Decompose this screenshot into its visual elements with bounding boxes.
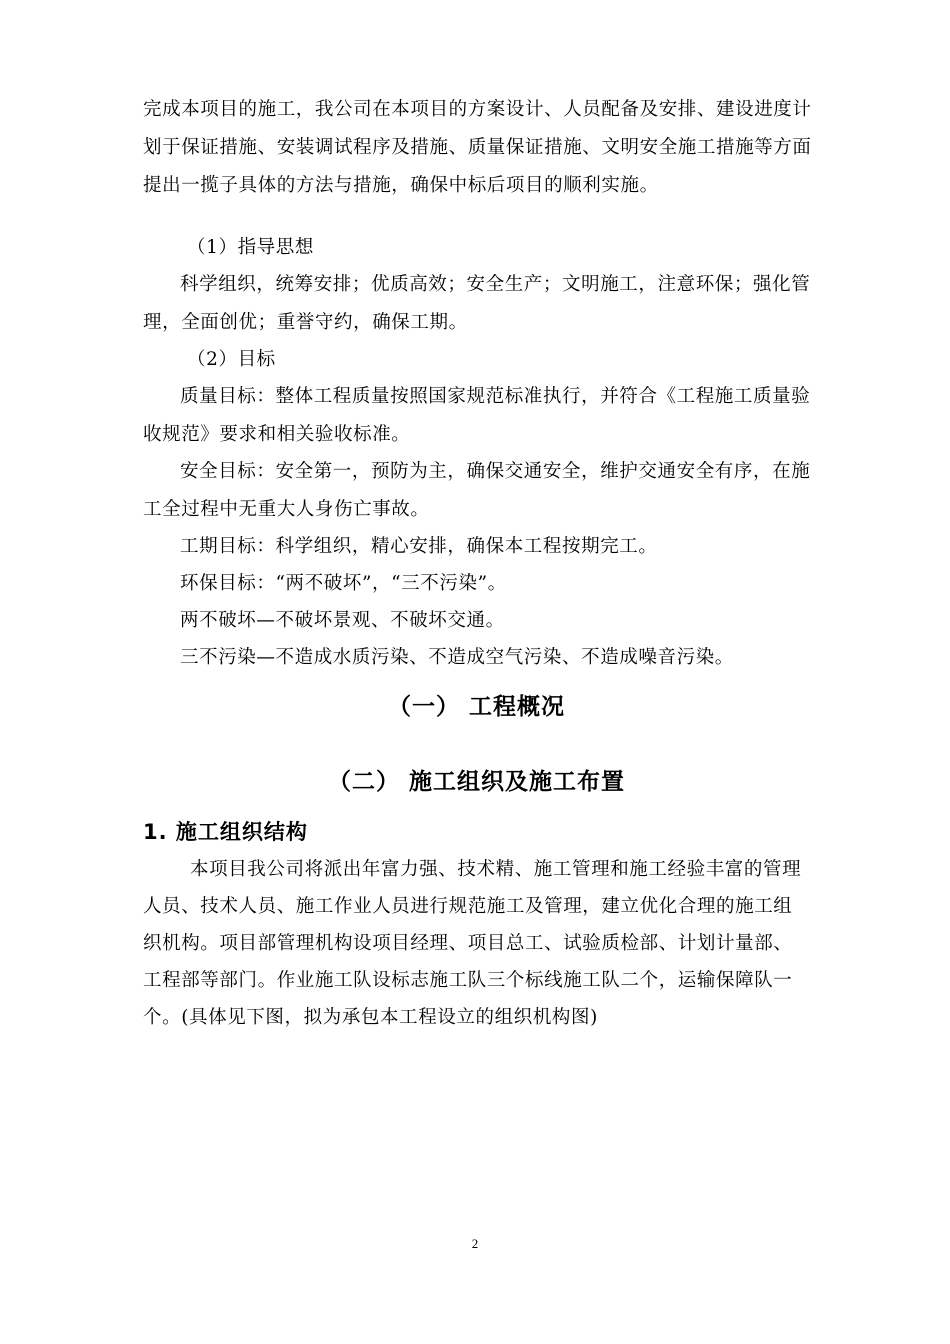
intro-line-3: 提出一揽子具体的方法与措施，确保中标后项目的顺利实施。 — [143, 175, 659, 196]
structure-line-3: 织机构。项目部管理机构设项目经理、项目总工、试验质检部、计划计量部、 — [143, 933, 793, 954]
quality-goal-line-1: 质量目标：整体工程质量按照国家规范标准执行，并符合《工程施工质量验 — [180, 386, 811, 407]
intro-line-2: 划于保证措施、安装调试程序及措施、质量保证措施、文明安全施工措施等方面 — [143, 137, 812, 158]
schedule-goal: 工期目标：科学组织，精心安排，确保本工程按期完工。 — [180, 536, 658, 557]
environment-goal: 环保目标：“两不破坏”，“三不污染”。 — [180, 573, 507, 594]
page-number: 2 — [471, 1236, 479, 1251]
intro-line-1: 完成本项目的施工，我公司在本项目的方案设计、人员配备及安排、建设进度计 — [143, 99, 812, 120]
structure-line-5: 个。(具体见下图，拟为承包本工程设立的组织机构图) — [143, 1007, 598, 1028]
safety-goal-line-2: 工全过程中无重大人身伤亡事故。 — [143, 499, 430, 520]
guiding-line-2: 理，全面创优；重誉守约，确保工期。 — [143, 312, 468, 333]
section-title-organization: （二） 施工组织及施工布置 — [328, 769, 626, 795]
quality-goal-line-2: 收规范》要求和相关验收标准。 — [143, 424, 411, 445]
guiding-line-1: 科学组织，统筹安排；优质高效；安全生产；文明施工，注意环保；强化管 — [180, 274, 811, 295]
subsection-title-structure: 1. 施工组织结构 — [143, 820, 308, 844]
safety-goal-line-1: 安全目标：安全第一，预防为主，确保交通安全，维护交通安全有序，在施 — [180, 461, 811, 482]
guiding-heading: （1）指导思想 — [187, 237, 314, 258]
goals-heading: （2）目标 — [187, 349, 276, 370]
section-title-overview: （一） 工程概况 — [388, 694, 566, 720]
structure-line-1: 本项目我公司将派出年富力强、技术精、施工管理和施工经验丰富的管理 — [190, 859, 802, 880]
structure-line-2: 人员、技术人员、施工作业人员进行规范施工及管理，建立优化合理的施工组 — [143, 896, 793, 917]
two-no-damage: 两不破坏—不破坏景观、不破坏交通。 — [180, 610, 505, 631]
three-no-pollution: 三不污染—不造成水质污染、不造成空气污染、不造成噪音污染。 — [180, 647, 734, 668]
structure-line-4: 工程部等部门。作业施工队设标志施工队三个标线施工队二个，运输保障队一 — [143, 970, 793, 991]
